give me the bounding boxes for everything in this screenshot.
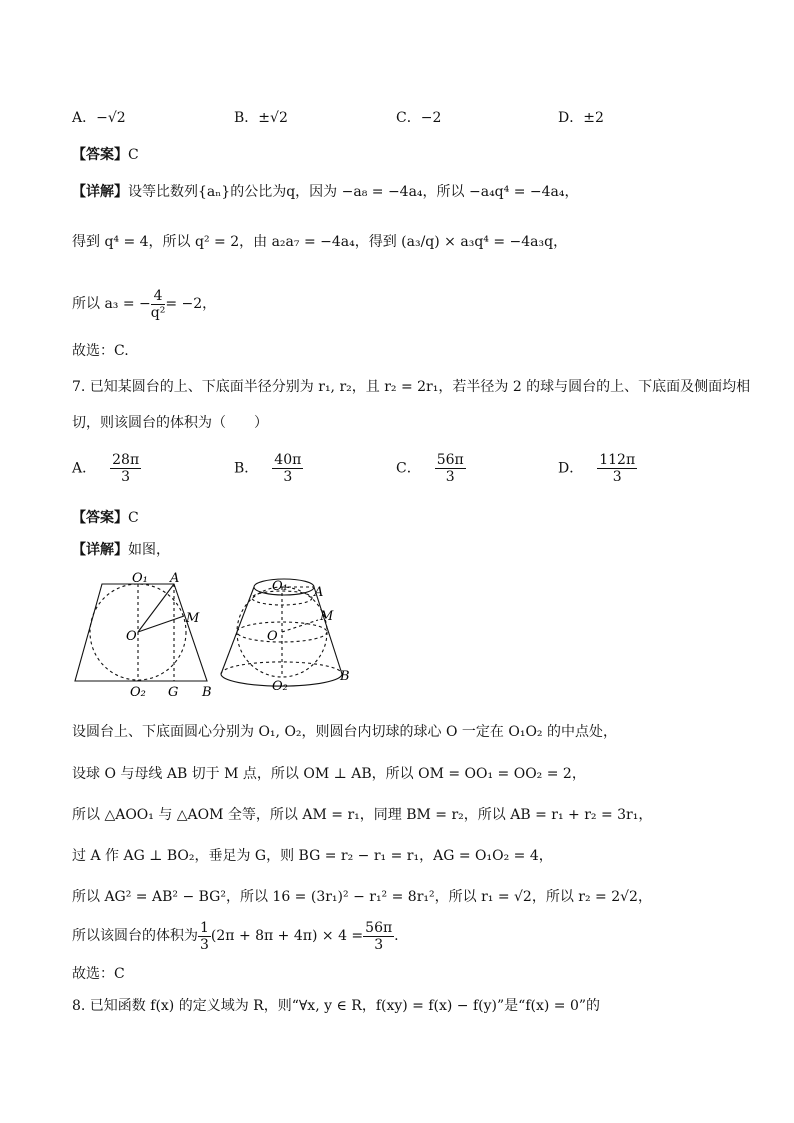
label-a-3d: A <box>314 585 324 600</box>
q7-step-1: 设圆台上、下底面圆心分别为 O₁, O₂，则圆台内切球的球心 O 一定在 O₁O₂ 的中点处， <box>72 724 617 740</box>
detail-tag: 【详解】 <box>72 184 128 200</box>
option-denominator: 3 <box>121 469 131 485</box>
q6-option-c: C．−2 <box>396 110 442 126</box>
option-label: D． <box>558 460 584 477</box>
q7-step-2: 设球 O 与母线 AB 切于 M 点，所以 OM ⊥ AB，所以 OM = OO₁ = OO₂ = 2， <box>72 766 586 782</box>
result-numerator: 56π <box>365 919 393 936</box>
label-o-3d: O <box>267 629 278 644</box>
q7-option-b <box>234 452 303 485</box>
label-o2-3d: O₂ <box>272 679 288 694</box>
label-o: O <box>126 629 137 644</box>
answer-value: C <box>128 510 139 526</box>
answer-tag: 【答案】 <box>72 147 128 163</box>
frustum-3d-diagram <box>221 579 342 686</box>
q6-conclusion: 故选：C. <box>72 343 129 359</box>
cross-section-diagram <box>75 584 207 681</box>
label-m-3d: M <box>320 609 334 624</box>
fraction-denominator: q² <box>150 304 166 321</box>
q7-detail-intro <box>72 540 170 560</box>
q7-volume-line <box>72 918 399 954</box>
label-o1: O₁ <box>132 571 148 586</box>
option-numerator: 56π <box>436 452 464 468</box>
fraction <box>151 288 166 321</box>
q7-step-3: 所以 △AOO₁ 与 △AOM 全等，所以 AM = r₁，同理 BM = r₂，所以 AB = r₁ + r₂ = 3r₁， <box>72 807 653 823</box>
label-g: G <box>168 685 179 700</box>
result-denominator: 3 <box>374 936 384 953</box>
q7-stem-line-1: 7. 已知某圆台的上、下底面半径分别为 r₁, r₂，且 r₂ = 2r₁，若半径为 2 的球与圆台的上、下底面及侧面均相 <box>72 379 751 395</box>
volume-expression: (2π + 8π + 4π) × 4 = <box>210 928 364 944</box>
option-denominator: 3 <box>612 469 622 485</box>
option-label: B． <box>234 460 259 477</box>
label-a: A <box>170 571 180 586</box>
q7-answer <box>72 508 139 528</box>
answer-tag: 【答案】 <box>72 510 128 526</box>
answer-value: C <box>128 147 139 163</box>
detail-tag: 【详解】 <box>72 542 128 558</box>
q6-answer <box>72 145 139 165</box>
q6-option-d: D．±2 <box>558 110 604 126</box>
label-m: M <box>186 611 200 626</box>
q6-detail-line-2: 得到 q⁴ = 4，所以 q² = 2，由 a₂a₇ = −4a₄，得到 (a₃/q) × a₃q⁴ = −4a₃q， <box>72 234 568 250</box>
q7-option-d <box>558 452 637 485</box>
volume-prefix: 所以该圆台的体积为 <box>72 928 198 944</box>
label-o2: O₂ <box>130 685 146 700</box>
detail-text: 如图， <box>128 542 170 558</box>
option-denominator: 3 <box>445 469 455 485</box>
q7-step-5: 所以 AG² = AB² − BG²，所以 16 = (3r₁)² − r₁² = 8r₁²，所以 r₁ = √2，所以 r₂ = 2√2， <box>72 889 652 905</box>
label-o1-3d: O₁ <box>272 579 288 594</box>
q8-stem: 8. 已知函数 f(x) 的定义域为 R，则“∀x, y ∈ R，f(xy) = f(x) − f(y)”是“f(x) = 0”的 <box>72 998 601 1014</box>
volume-end: . <box>394 928 399 944</box>
option-denominator: 3 <box>283 469 293 485</box>
label-b-3d: B <box>340 669 350 684</box>
detail-text: 设等比数列{aₙ}的公比为q，因为 −a₈ = −4a₄，所以 −a₄q⁴ = −4a₄， <box>128 184 579 200</box>
q6-detail-line-3 <box>72 286 216 322</box>
option-label: C． <box>396 460 421 477</box>
q7-step-4: 过 A 作 AG ⊥ BO₂，垂足为 G，则 BG = r₂ − r₁ = r₁，AG = O₁O₂ = 4， <box>72 848 553 864</box>
frustum-figure <box>68 570 368 700</box>
q7-conclusion: 故选：C <box>72 966 125 982</box>
option-numerator: 28π <box>112 452 140 468</box>
one-third-fraction: $\frac{1}{3}$ <box>200 919 209 953</box>
q7-option-a <box>72 452 141 485</box>
option-numerator: 40π <box>274 452 302 468</box>
option-label: A． <box>72 460 97 477</box>
volume-result-fraction <box>363 920 394 953</box>
q6-option-b: B．±√2 <box>234 110 288 126</box>
line3-post: = −2， <box>165 296 217 312</box>
fraction-numerator: 4 <box>151 288 166 305</box>
q6-detail-line-1 <box>72 182 579 202</box>
label-b: B <box>202 685 212 700</box>
q6-option-a: A．−√2 <box>72 110 126 126</box>
q7-stem-line-2: 切，则该圆台的体积为（ ） <box>72 415 268 431</box>
line3-pre: 所以 a₃ = − <box>72 296 151 312</box>
option-numerator: 112π <box>599 452 636 468</box>
q7-option-c <box>396 452 466 485</box>
